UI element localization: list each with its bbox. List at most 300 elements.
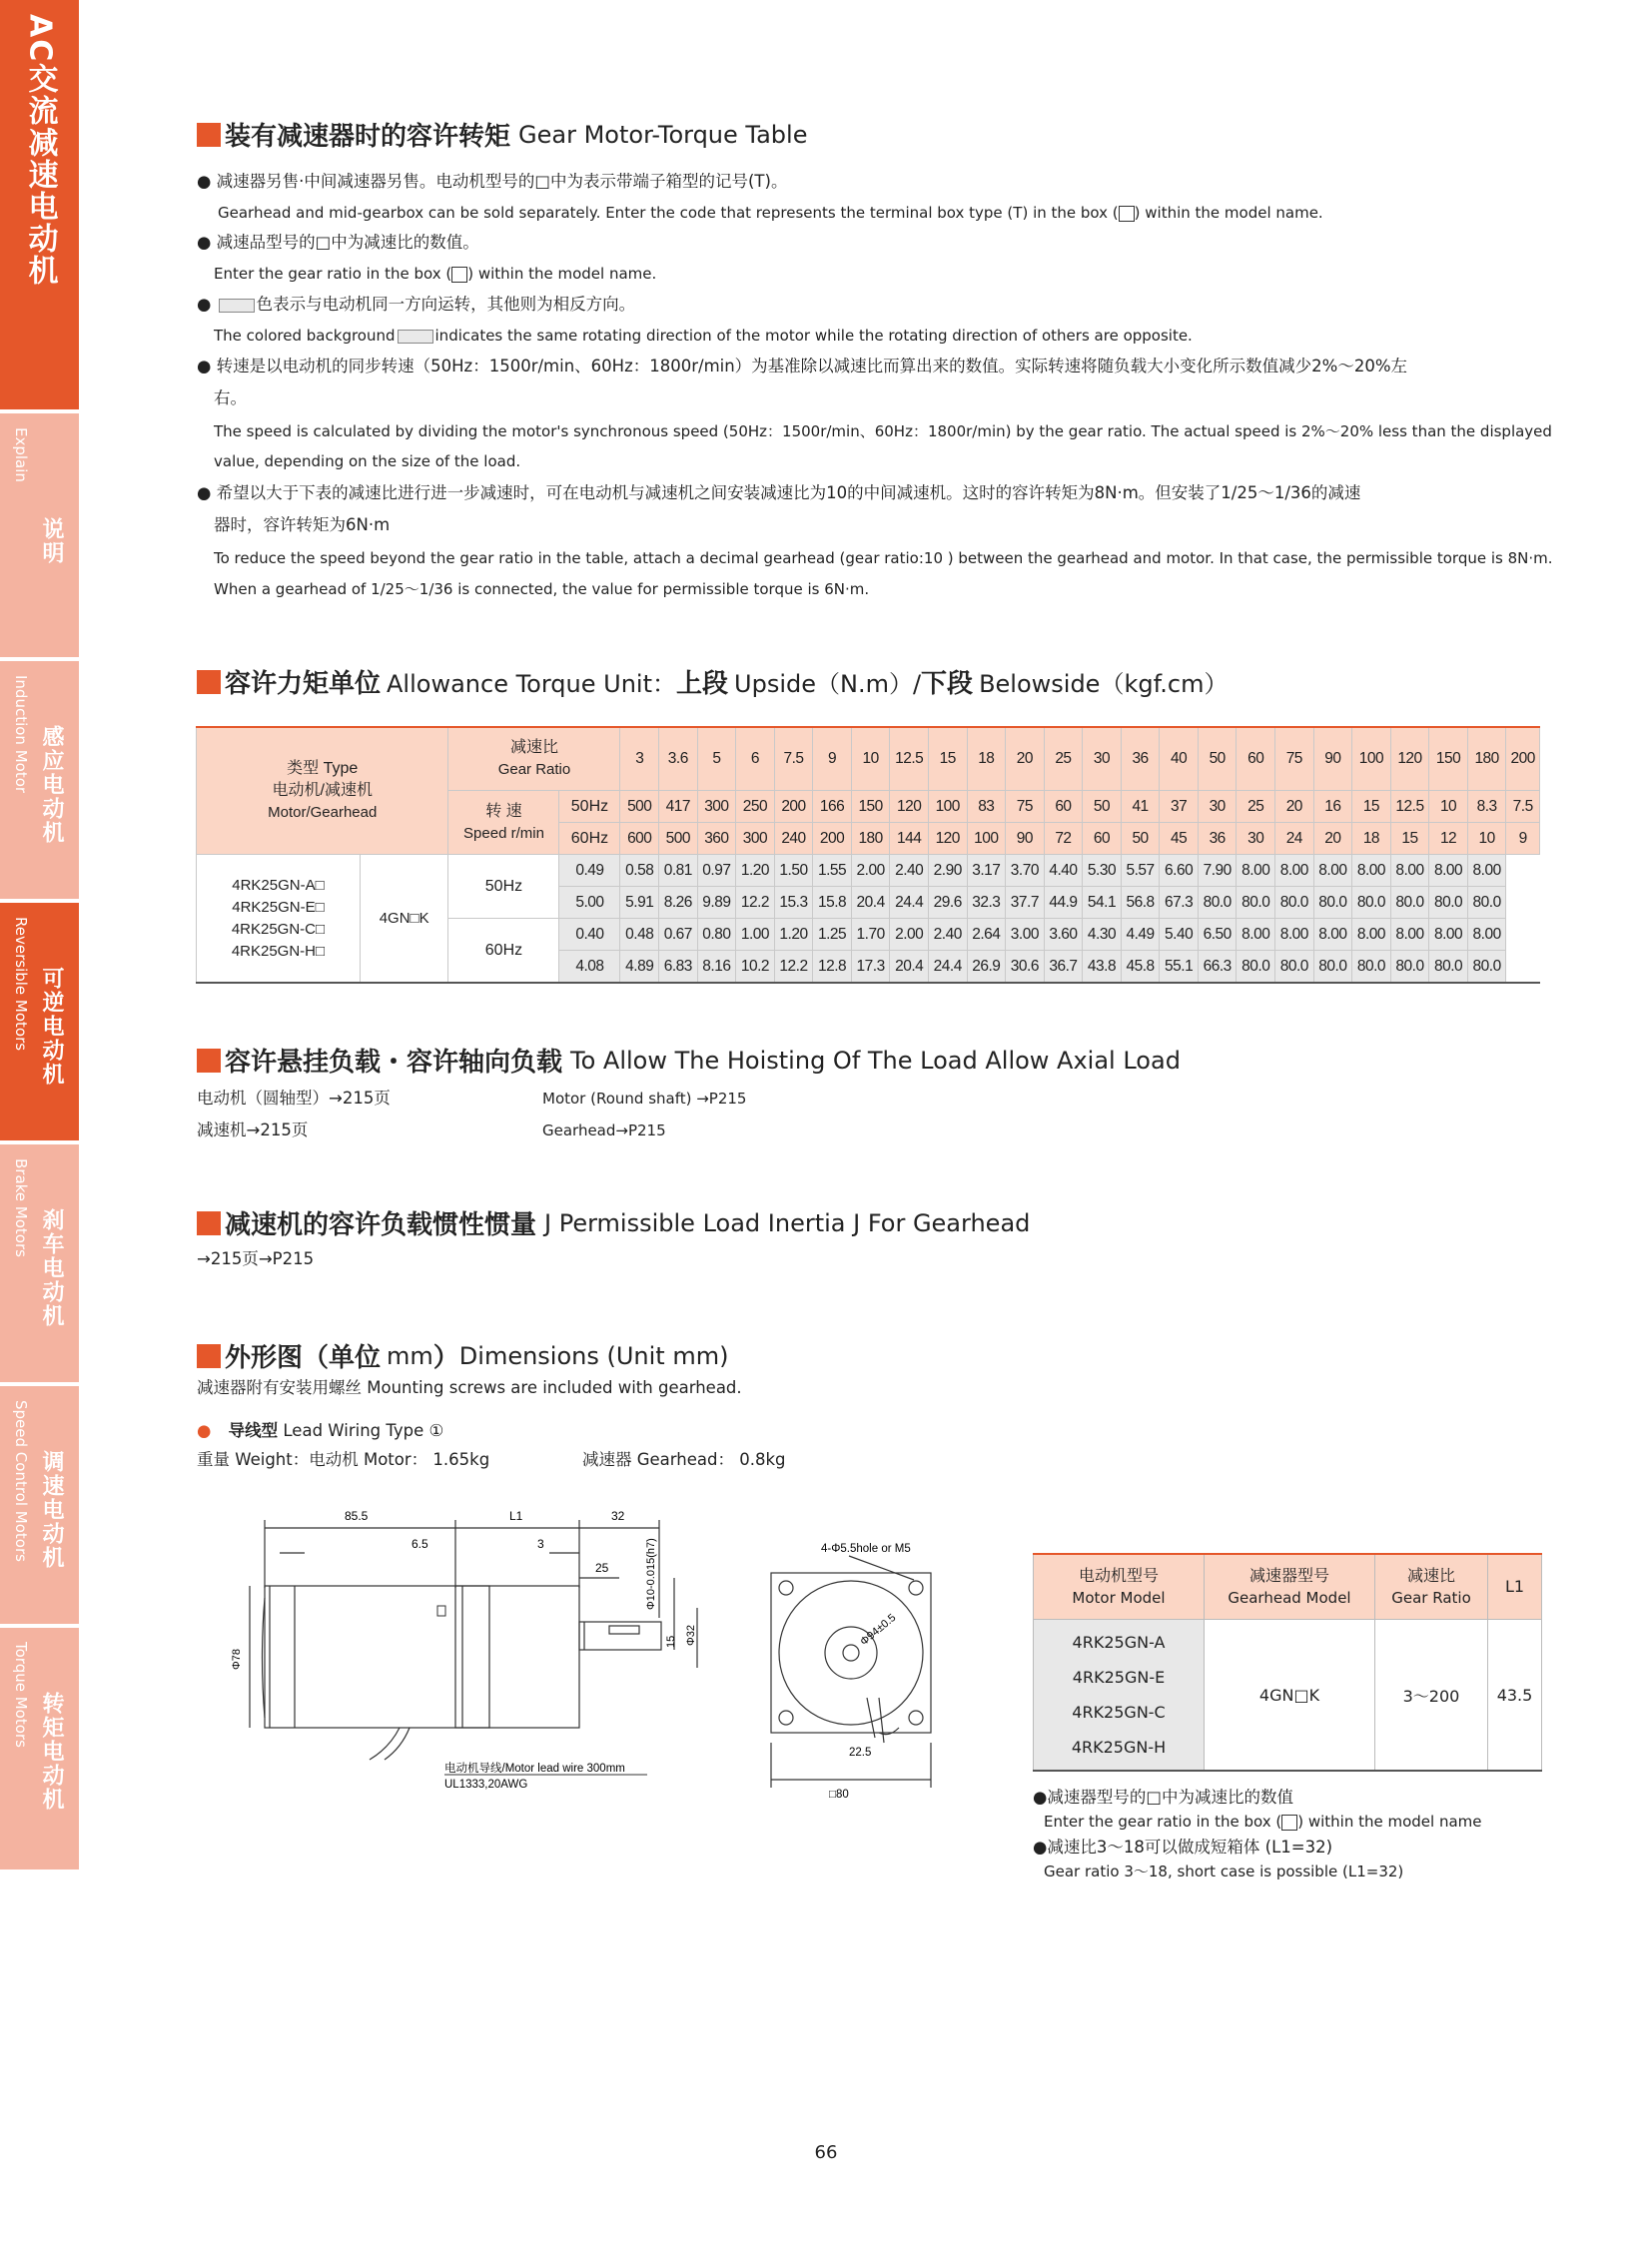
torque-value: 37.7 [1006, 887, 1045, 919]
gear-ratio-value: 100 [1352, 727, 1391, 791]
motor-model: 4RK25GN-A□ [232, 876, 325, 894]
gear-ratio-value: 6 [736, 727, 775, 791]
torque-value: 4.49 [1121, 919, 1160, 951]
speed-value: 200 [813, 823, 852, 855]
note-1-en [1044, 1812, 1482, 1832]
speed-50hz-label: 50Hz [559, 791, 620, 823]
torque-value: 8.00 [1313, 919, 1352, 951]
bullet-3-en-text: The colored background [214, 327, 396, 345]
speed-value: 24 [1275, 823, 1314, 855]
speed-value: 25 [1237, 791, 1275, 823]
gear-ratio-value: 20 [1006, 727, 1045, 791]
torque-value: 4.30 [1083, 919, 1122, 951]
ratio-zh: 减速比 [509, 739, 558, 756]
torque-value: 54.1 [1083, 887, 1122, 919]
speed-value: 500 [620, 791, 659, 823]
title-zh-1: 容许力矩单位 [225, 669, 382, 699]
speed-value: 8.3 [1467, 791, 1506, 823]
torque-value: 8.00 [1390, 855, 1429, 887]
torque-value: 17.3 [851, 951, 890, 984]
sidebar-label-en: Reversible Motors [12, 917, 30, 1052]
bullet-4-zh2: 右。 [214, 388, 247, 407]
speed-value: 18 [1352, 823, 1391, 855]
torque-value: 3.17 [967, 855, 1006, 887]
torque-value: 12.2 [774, 951, 813, 984]
torque-value: 12.8 [813, 951, 852, 984]
torque-value: 8.00 [1352, 855, 1391, 887]
gear-ratio-value: 75 [1275, 727, 1314, 791]
gear-ratio-cell: 3～200 [1375, 1620, 1488, 1772]
torque-row [197, 855, 1540, 887]
speed-value: 200 [774, 791, 813, 823]
section-square-icon [197, 670, 221, 694]
torque-value: 2.00 [890, 919, 929, 951]
speed-value: 600 [620, 823, 659, 855]
torque-value: 8.00 [1352, 919, 1391, 951]
lead-zh: 导线型 [228, 1421, 279, 1440]
speed-value: 12 [1429, 823, 1468, 855]
frequency-label: 50Hz [448, 855, 559, 919]
model-h: 4RK25GN-H [1071, 1738, 1167, 1757]
speed-value: 60 [1083, 823, 1122, 855]
torque-value: 2.64 [967, 919, 1006, 951]
page-number: 66 [814, 2142, 838, 2163]
wire-label: 电动机导线/Motor lead wire 300mm [444, 1763, 625, 1775]
gear-ratio-value: 40 [1160, 727, 1199, 791]
speed-value: 41 [1121, 791, 1160, 823]
frequency-label: 60Hz [448, 919, 559, 984]
red-dot-icon: ● [197, 1421, 212, 1440]
torque-value: 15.8 [813, 887, 852, 919]
dim-phi32: Φ32 [685, 1624, 697, 1646]
gearhead-cell: 4GN□K [360, 855, 448, 984]
speed-value: 72 [1044, 823, 1083, 855]
bullet-3-en [214, 326, 1193, 346]
torque-value: 26.9 [967, 951, 1006, 984]
type-zh2: 电动机/减速机 [272, 782, 373, 799]
torque-value: 3.60 [1044, 919, 1083, 951]
title-en-1: Allowance Torque Unit： [387, 670, 676, 698]
sidebar-item-ac-gear-motor[interactable] [0, 0, 79, 409]
motor-ref-zh: 电动机（圆轴型）→215页 [197, 1089, 391, 1108]
torque-value: 5.30 [1083, 855, 1122, 887]
torque-value: 8.00 [1467, 919, 1506, 951]
col-motor-model [1034, 1554, 1205, 1620]
speed-value: 10 [1429, 791, 1468, 823]
torque-value: 15.3 [774, 887, 813, 919]
speed-value: 240 [774, 823, 813, 855]
sidebar-label: 感应电动机 [39, 725, 64, 845]
torque-value: 1.50 [774, 855, 813, 887]
speed-value: 37 [1160, 791, 1199, 823]
speed-value: 120 [890, 791, 929, 823]
gearhead-ref-en: Gearhead→P215 [542, 1121, 666, 1139]
speed-value: 83 [967, 791, 1006, 823]
section-title-allowance-torque [197, 663, 1228, 700]
speed-en: Speed r/min [463, 824, 544, 842]
sidebar-label: 可逆电动机 [39, 967, 64, 1087]
speed-header [448, 791, 559, 855]
bullet-5-zh2: 器时，容许转矩为6N·m [214, 515, 391, 534]
speed-value: 180 [851, 823, 890, 855]
motor-model-cell [1034, 1620, 1205, 1772]
note-1-en-text2: ) within the model name [1297, 1813, 1482, 1831]
speed-value: 50 [1083, 791, 1122, 823]
gear-ratio-value: 5 [697, 727, 736, 791]
torque-value: 32.3 [967, 887, 1006, 919]
title-en-2: Dimensions (Unit mm) [458, 1341, 729, 1370]
motor-model: 4RK25GN-H□ [231, 942, 326, 960]
sidebar-label: 刹车电动机 [39, 1208, 64, 1328]
section-title-hoisting-load [197, 1042, 1181, 1079]
box-symbol-icon [1281, 1815, 1297, 1831]
speed-value: 500 [659, 823, 698, 855]
section-title-gear-motor-torque [197, 116, 807, 153]
sidebar-label-en: Speed Control Motors [12, 1400, 30, 1562]
h1-zh: 电动机型号 [1078, 1566, 1159, 1585]
section-title-dimensions [197, 1337, 728, 1374]
sidebar-item-reversible-motors[interactable] [0, 903, 79, 1140]
motor-ref-en: Motor (Round shaft) →P215 [542, 1090, 747, 1108]
torque-value: 0.58 [620, 855, 659, 887]
torque-value: 0.48 [620, 919, 659, 951]
sidebar-label: 转矩电动机 [39, 1692, 64, 1812]
dim-80: □80 [829, 1789, 849, 1801]
bullet-1-en [218, 203, 1323, 223]
torque-value: 80.0 [1390, 951, 1429, 984]
section-title-en: Gear Motor-Torque Table [518, 120, 808, 149]
sidebar-label: 说明 [39, 517, 64, 565]
speed-value: 20 [1275, 791, 1314, 823]
sidebar-item-speed-control-motors[interactable] [0, 1386, 79, 1624]
col-gearhead-model [1205, 1554, 1375, 1620]
dim-phi10: Φ10-0.015(h7) [645, 1538, 657, 1610]
gearhead-model-cell: 4GN□K [1205, 1620, 1375, 1772]
bullet-3-zh-text: 色表示与电动机同一方向运转，其他则为相反方向。 [256, 295, 636, 314]
torque-value: 6.50 [1198, 919, 1237, 951]
box-symbol-icon [451, 267, 467, 283]
h3-en: Gear Ratio [1391, 1589, 1471, 1607]
torque-value: 24.4 [928, 951, 967, 984]
torque-value: 80.0 [1237, 951, 1275, 984]
dim-32: 32 [611, 1509, 625, 1523]
gear-ratio-value: 200 [1506, 727, 1540, 791]
speed-value: 360 [697, 823, 736, 855]
sidebar-label: AC交流减速电动机 [22, 14, 58, 288]
note-1-en-text: Enter the gear ratio in the box ( [1044, 1813, 1282, 1831]
colored-background-swatch-icon [219, 299, 255, 313]
speed-value: 20 [1313, 823, 1352, 855]
speed-60hz-label: 60Hz [559, 823, 620, 855]
gearhead-ref-zh: 减速机→215页 [197, 1120, 309, 1139]
gear-ratio-value: 25 [1044, 727, 1083, 791]
torque-value: 6.83 [659, 951, 698, 984]
section-title-load-inertia [197, 1204, 1030, 1241]
torque-value: 80.0 [1390, 887, 1429, 919]
torque-value: 36.7 [1044, 951, 1083, 984]
lead-en: Lead Wiring Type ① [283, 1421, 444, 1440]
torque-value: 2.40 [890, 855, 929, 887]
torque-value: 20.4 [851, 887, 890, 919]
bullet-5-zh-text: 希望以大于下表的减速比进行进一步减速时，可在电动机与减速机之间安装减速比为10的中间减速机。这时的容许转矩为8N·m。但安装了1/25～1/36的减速 [216, 483, 1361, 502]
torque-value: 20.4 [890, 951, 929, 984]
bullet-1-zh: ● 减速器另售·中间减速器另售。电动机型号的□中为表示带端子箱型的记号(T)。 [197, 172, 788, 191]
motor-model: 4RK25GN-C□ [231, 920, 326, 938]
motor-model: 4RK25GN-E□ [232, 898, 325, 916]
note-1-zh: ●减速器型号的□中为减速比的数值 [1033, 1788, 1293, 1807]
speed-value: 150 [851, 791, 890, 823]
torque-value: 80.0 [1198, 887, 1237, 919]
speed-value: 9 [1506, 823, 1540, 855]
sidebar-item-induction-motor[interactable] [0, 661, 79, 899]
type-zh: 类型 Type [287, 760, 359, 777]
speed-value: 36 [1198, 823, 1237, 855]
torque-value: 0.49 [559, 855, 620, 887]
gear-ratio-value: 50 [1198, 727, 1237, 791]
torque-value: 8.00 [1237, 919, 1275, 951]
section-square-icon [197, 123, 221, 147]
h1-en: Motor Model [1072, 1589, 1166, 1607]
speed-zh: 转 速 [485, 802, 522, 820]
sidebar-label: 调速电动机 [39, 1450, 64, 1570]
torque-value: 12.2 [736, 887, 775, 919]
dim-15: 15 [665, 1635, 677, 1648]
torque-value: 0.67 [659, 919, 698, 951]
torque-value: 4.08 [559, 951, 620, 984]
colored-background-swatch-icon [398, 330, 433, 344]
dim-3: 3 [537, 1537, 544, 1551]
torque-value: 8.00 [1390, 919, 1429, 951]
gear-ratio-value: 150 [1429, 727, 1468, 791]
section-square-icon [197, 1211, 221, 1235]
col-gear-ratio [1375, 1554, 1488, 1620]
torque-value: 3.00 [1006, 919, 1045, 951]
gear-ratio-value: 9 [813, 727, 852, 791]
dim-6-5: 6.5 [412, 1537, 428, 1551]
speed-value: 75 [1006, 791, 1045, 823]
torque-value: 24.4 [890, 887, 929, 919]
bullet-3-en-text2: indicates the same rotating direction of the motor while the rotating direction of others are opposite. [434, 327, 1193, 345]
model-e: 4RK25GN-E [1072, 1668, 1166, 1687]
torque-value: 55.1 [1160, 951, 1199, 984]
speed-value: 120 [928, 823, 967, 855]
section-square-icon [197, 1344, 221, 1368]
torque-value: 5.40 [1160, 919, 1199, 951]
ratio-en: Gear Ratio [497, 761, 571, 778]
speed-value: 60 [1044, 791, 1083, 823]
gear-ratio-value: 3 [620, 727, 659, 791]
type-en: Motor/Gearhead [268, 804, 378, 821]
title-en-3: Belowside（kgf.cm） [979, 670, 1229, 698]
weight-motor: 重量 Weight：电动机 Motor： 1.65kg [197, 1450, 490, 1469]
title-zh-1: 外形图（单位 [225, 1343, 382, 1373]
speed-value: 300 [697, 791, 736, 823]
gear-ratio-value: 90 [1313, 727, 1352, 791]
section-title-zh: 减速机的容许负载惯性惯量 [225, 1210, 537, 1240]
section-square-icon [197, 1049, 221, 1073]
torque-value: 8.00 [1237, 855, 1275, 887]
sidebar-item-torque-motors[interactable] [0, 1628, 79, 1869]
torque-value: 5.57 [1121, 855, 1160, 887]
bullet-2-en-text2: ) within the model name. [467, 265, 657, 283]
torque-value: 2.00 [851, 855, 890, 887]
bullet-2-en [214, 264, 656, 284]
speed-value: 50 [1121, 823, 1160, 855]
torque-value: 80.0 [1275, 951, 1314, 984]
motor-models-cell [197, 855, 361, 984]
bullet-5-en2: When a gearhead of 1/25～1/36 is connected, the value for permissible torque is 6N·m. [214, 580, 870, 598]
torque-value: 8.00 [1275, 855, 1314, 887]
speed-value: 45 [1160, 823, 1199, 855]
bullet-2-zh-text: 减速品型号的□中为减速比的数值。 [216, 233, 479, 252]
torque-value: 44.9 [1044, 887, 1083, 919]
torque-value: 29.6 [928, 887, 967, 919]
speed-value: 15 [1352, 791, 1391, 823]
h3-zh: 减速比 [1406, 1566, 1455, 1585]
h2-en: Gearhead Model [1228, 1589, 1351, 1607]
torque-value: 4.40 [1044, 855, 1083, 887]
wire-spec: UL1333,20AWG [444, 1779, 528, 1791]
dim-22-5: 22.5 [849, 1747, 872, 1759]
bullet-1-zh-text: 减速器另售·中间减速器另售。电动机型号的□中为表示带端子箱型的记号(T)。 [216, 172, 788, 191]
torque-value: 80.0 [1352, 887, 1391, 919]
speed-value: 300 [736, 823, 775, 855]
header-row [197, 727, 1540, 791]
torque-value: 1.00 [736, 919, 775, 951]
torque-value: 56.8 [1121, 887, 1160, 919]
torque-value: 8.26 [659, 887, 698, 919]
speed-value: 15 [1390, 823, 1429, 855]
dim-phi78: Φ78 [231, 1648, 243, 1670]
bullet-2-zh: ● 减速品型号的□中为减速比的数值。 [197, 233, 479, 252]
gear-ratio-value: 180 [1467, 727, 1506, 791]
speed-value: 12.5 [1390, 791, 1429, 823]
box-symbol-icon [1119, 206, 1135, 222]
pcd-label: Φ94±0.5 [858, 1611, 899, 1649]
torque-value: 0.97 [697, 855, 736, 887]
torque-value: 10.2 [736, 951, 775, 984]
bullet-4-en2: value, depending on the size of the load. [214, 452, 521, 470]
torque-value: 1.70 [851, 919, 890, 951]
mounting-note: 减速器附有安装用螺丝 Mounting screws are included with gearhead. [197, 1378, 742, 1397]
sidebar-label-en: Induction Motor [12, 675, 30, 794]
torque-value: 80.0 [1237, 887, 1275, 919]
note-2-en: Gear ratio 3～18, short case is possible (L1=32) [1044, 1863, 1404, 1880]
torque-value: 1.20 [736, 855, 775, 887]
gear-ratio-value: 36 [1121, 727, 1160, 791]
lead-wiring-type [197, 1421, 443, 1441]
torque-value: 3.70 [1006, 855, 1045, 887]
section-title-zh: 容许悬挂负载・容许轴向负载 [225, 1048, 563, 1078]
title-en-1: mm [387, 1341, 433, 1370]
dim-25: 25 [595, 1561, 609, 1575]
torque-value: 1.55 [813, 855, 852, 887]
speed-value: 144 [890, 823, 929, 855]
hole-label: 4-Φ5.5hole or M5 [821, 1543, 911, 1555]
gear-ratio-value: 30 [1083, 727, 1122, 791]
gear-ratio-value: 120 [1390, 727, 1429, 791]
torque-value: 4.89 [620, 951, 659, 984]
gear-ratio-value: 7.5 [774, 727, 813, 791]
inertia-ref: →215页→P215 [197, 1249, 315, 1268]
bullet-3-zh: ● 色表示与电动机同一方向运转，其他则为相反方向。 [197, 295, 636, 314]
torque-value: 80.0 [1313, 951, 1352, 984]
gear-ratio-value: 18 [967, 727, 1006, 791]
speed-value: 10 [1467, 823, 1506, 855]
torque-value: 80.0 [1467, 887, 1506, 919]
torque-value: 66.3 [1198, 951, 1237, 984]
sidebar-item-explain[interactable] [0, 413, 79, 657]
speed-value: 7.5 [1506, 791, 1540, 823]
speed-value: 100 [967, 823, 1006, 855]
torque-value: 2.90 [928, 855, 967, 887]
gear-ratio-value: 12.5 [890, 727, 929, 791]
gear-ratio-header [448, 727, 620, 791]
torque-value: 30.6 [1006, 951, 1045, 984]
speed-value: 30 [1237, 823, 1275, 855]
speed-value: 166 [813, 791, 852, 823]
bullet-4-zh: ● 转速是以电动机的同步转速（50Hz：1500r/min、60Hz：1800r/min）为基准除以减速比而算出来的数值。实际转速将随负载大小变化所示数值减少2%～20%左 [197, 357, 1408, 375]
bullet-4-zh-text: 转速是以电动机的同步转速（50Hz：1500r/min、60Hz：1800r/min）为基准除以减速比而算出来的数值。实际转速将随负载大小变化所示数值减少2%～20%左 [216, 357, 1408, 375]
torque-value: 5.00 [559, 887, 620, 919]
torque-value: 80.0 [1352, 951, 1391, 984]
speed-value: 100 [928, 791, 967, 823]
bullet-1-en-text2: ) within the model name. [1134, 204, 1323, 222]
side-view-drawing [220, 1498, 719, 1791]
torque-value: 80.0 [1467, 951, 1506, 984]
model-c: 4RK25GN-C [1072, 1703, 1166, 1722]
sidebar-label-en: Brake Motors [12, 1158, 30, 1257]
section-title-zh: 装有减速器时的容许转矩 [225, 122, 511, 152]
bullet-2-en-text: Enter the gear ratio in the box ( [214, 265, 452, 283]
torque-table [196, 726, 1540, 984]
torque-value: 67.3 [1160, 887, 1199, 919]
torque-value: 0.81 [659, 855, 698, 887]
dim-85-5: 85.5 [345, 1509, 369, 1523]
torque-value: 1.20 [774, 919, 813, 951]
note-2-zh: ●减速比3～18可以做成短箱体 (L1=32) [1033, 1838, 1333, 1857]
bullet-5-zh: ● 希望以大于下表的减速比进行进一步减速时，可在电动机与减速机之间安装减速比为10的中间减速机。这时的容许转矩为8N·m。但安装了1/25～1/36的减速 [197, 483, 1361, 502]
gear-ratio-value: 3.6 [659, 727, 698, 791]
torque-value: 8.16 [697, 951, 736, 984]
torque-value: 5.91 [620, 887, 659, 919]
torque-value: 45.8 [1121, 951, 1160, 984]
type-header [197, 727, 448, 855]
bullet-4-en: The speed is calculated by dividing the motor's synchronous speed (50Hz：1500r/min、60Hz：1800r/min) by the gear ratio. The actual speed is 2%～20% less than the displayed [214, 422, 1552, 440]
h2-zh: 减速器型号 [1248, 1566, 1329, 1585]
torque-value: 80.0 [1429, 951, 1468, 984]
torque-value: 80.0 [1429, 887, 1468, 919]
bullet-5-en: To reduce the speed beyond the gear ratio in the table, attach a decimal gearhead (gear ratio:10 ) between the gearhead and motor. In that case, the permissible torque is 8N·m. [214, 549, 1553, 567]
section-title-en: J Permissible Load Inertia J For Gearhead [544, 1208, 1031, 1237]
front-view-drawing [759, 1528, 969, 1808]
l1-cell: 43.5 [1488, 1620, 1542, 1772]
torque-value: 8.00 [1429, 855, 1468, 887]
gear-ratio-value: 15 [928, 727, 967, 791]
torque-value: 0.80 [697, 919, 736, 951]
torque-value: 1.25 [813, 919, 852, 951]
bullet-1-en-text: Gearhead and mid-gearbox can be sold separately. Enter the code that represents the terminal box type (T) in the box ( [218, 204, 1119, 222]
speed-value: 30 [1198, 791, 1237, 823]
torque-value: 0.40 [559, 919, 620, 951]
torque-value: 6.60 [1160, 855, 1199, 887]
model-table [1033, 1553, 1542, 1772]
sidebar-item-brake-motors[interactable] [0, 1144, 79, 1382]
speed-value: 417 [659, 791, 698, 823]
speed-value: 250 [736, 791, 775, 823]
col-l1: L1 [1488, 1554, 1542, 1620]
weight-gearhead: 减速器 Gearhead： 0.8kg [582, 1450, 786, 1469]
